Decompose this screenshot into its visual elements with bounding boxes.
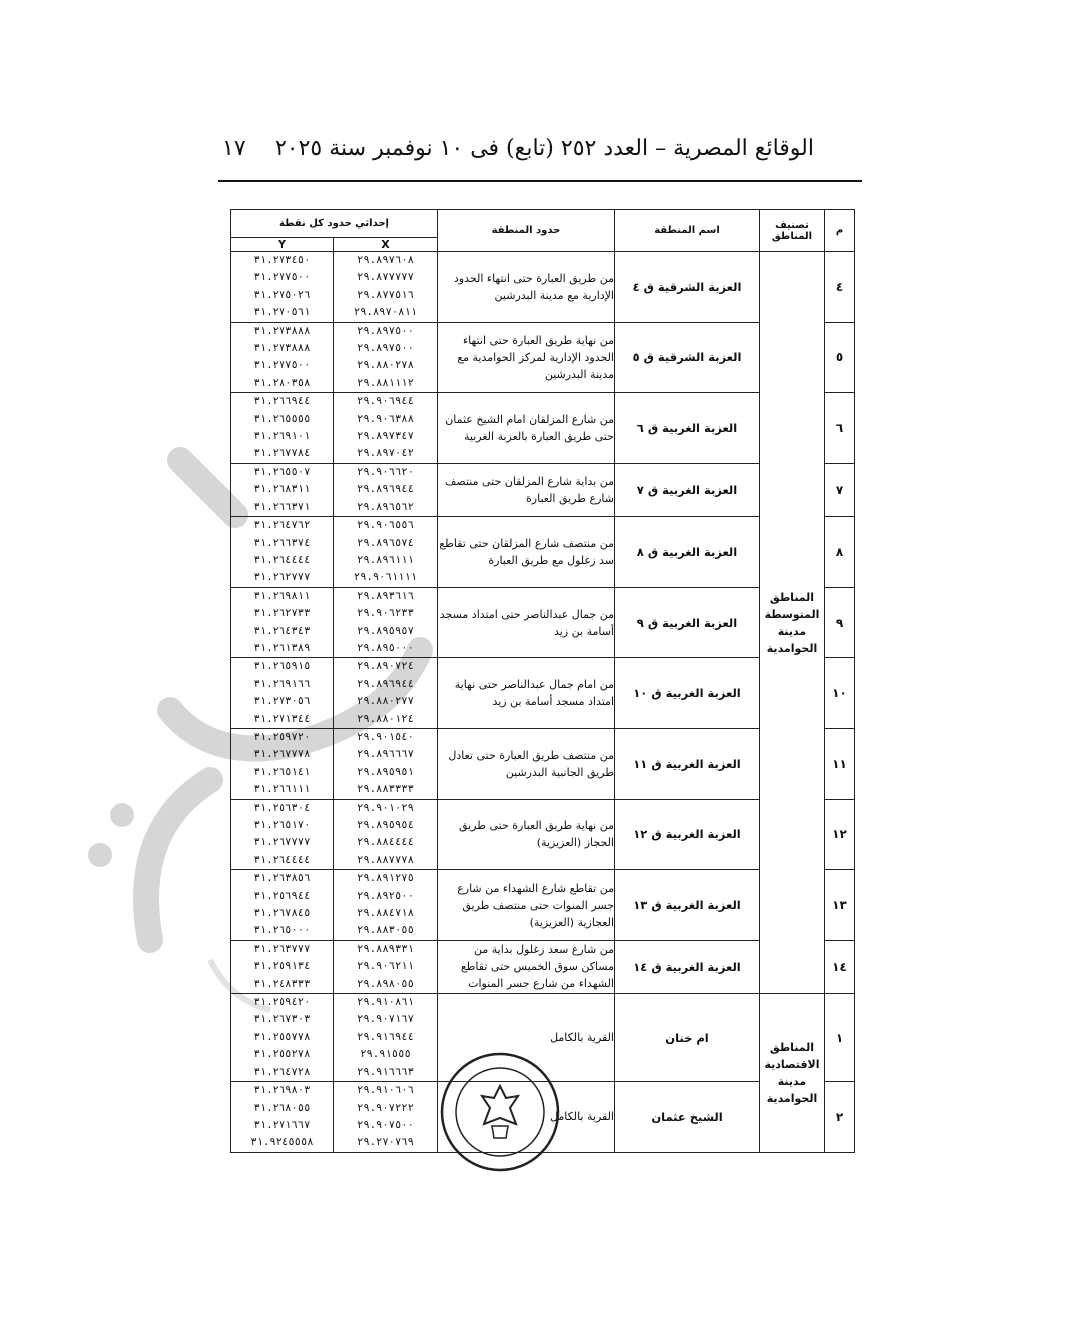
coord-y-list [231,728,334,799]
coord-x: ٢٩.٩١٥٥٥ [360,1048,411,1061]
zone-name: العزبة الغربية ق ٧ [615,463,760,516]
coord-x: ٢٩.٨٩٧٠٨١١ [353,306,418,319]
coord-y: ٣١.٢٥٥٧٧٨ [253,1030,311,1043]
coord-y: ٣١.٢٧٠٥٦١ [253,306,311,319]
coord-x: ٢٩.٩٠٦٢٣٣ [357,607,414,620]
zone-boundaries: من امام جمال عبدالناصر حتى نهاية امتداد مسجد أسامة بن زيد [438,658,615,729]
coord-x: ٢٩.٨٩٦٥٧٤ [357,536,414,549]
coord-y: ٣١.٢٦٥١٧٠ [253,819,311,831]
coord-y: ٣١.٢٦٤٧٦٢ [253,519,311,532]
header-divider [218,180,862,182]
coord-y: ٣١.٢٦٤٧٢٨ [253,1065,311,1078]
coord-y-list [231,587,334,658]
zone-name: العزبة الغربية ق ١٢ [615,799,760,870]
zone-boundaries: من بداية شارع المزلقان حتى منتصف شارع طريق العبارة [438,463,615,516]
coord-x: ٢٩.٩٠١٠٢٩ [357,801,414,814]
coord-x: ٢٩.٨٨٤٤٤٤ [357,836,414,849]
gazette-title: الوقائع المصرية – العدد ٢٥٢ (تابع) فى ١٠ نوفمبر سنة ٢٠٢٥ [274,136,814,161]
coord-x: ٢٩.٨٨٩٣٣١ [357,942,414,955]
row-index: ٩ [825,587,855,658]
coord-y: ٣١.٢٧٣٨٨٨ [253,342,311,355]
coord-x: ٢٩.٨٩٥٩٥٧ [357,624,414,637]
coord-y: ٣١.٢٥٩٧٢٠ [253,730,311,743]
zone-boundaries: القرية بالكامل [438,1082,615,1153]
coord-y: ٣١.٢٦٧٣٠٣ [253,1013,311,1026]
zone-name: الشيخ عثمان [615,1082,760,1153]
header-x: X [334,238,438,252]
zone-name: العزبة الغربية ق ١١ [615,728,760,799]
coord-y: ٣١.٢٥٦٣٠٤ [253,801,311,814]
zone-classification: المناطق المتوسطة مدينة الحوامدية [760,252,825,994]
coord-x-list [334,658,438,729]
coord-y: ٣١.٢٧٧٥٠٠ [253,271,311,284]
coord-y-list [231,940,334,993]
coord-y: ٣١.٢٧٣٠٥٦ [253,695,311,708]
zone-name: العزبة الغربية ق ٩ [615,587,760,658]
coord-y: ٣١.٢٦٨٣١١ [253,483,311,496]
row-index: ٨ [825,517,855,588]
coord-y: ٣١.٢٥٥٢٧٨ [253,1048,311,1061]
zone-boundaries: من طريق العبارة حتى انتهاء الحدود الإدارية مع مدينة البدرشين [438,252,615,323]
coord-x: ٢٩.٨٨٠٢٧٧ [357,695,414,708]
zone-boundaries: من تقاطع شارع الشهداء من شارع جسر المنوات حتى منتصف طريق العجازية (العزيزية) [438,870,615,941]
coord-x: ٢٩.٩٠٦٣٨٨ [357,412,414,425]
row-index: ١٤ [825,940,855,993]
coord-y: ٣١.٢٦٩١٦٦ [253,677,311,690]
coord-y: ٣١.٢٦٥١٤١ [253,765,311,778]
coord-x: ٢٩.٨٩٧٥٠٠ [357,324,414,337]
coord-x-list [334,994,438,1082]
coord-y: ٣١.٢٦٩١٠١ [253,430,311,443]
row-index: ١ [825,994,855,1082]
header-boundaries: حدود المنطقة [438,210,615,252]
coord-x: ٢٩.٩١٦٦٦٣ [357,1065,414,1078]
coord-x-list [334,587,438,658]
coord-y: ٣١.٢٦١٣٨٩ [253,641,311,654]
coord-y: ٣١.٢٤٨٣٣٣ [253,977,311,990]
zone-name: العزبة الغربية ق ١٤ [615,940,760,993]
row-index: ٧ [825,463,855,516]
coord-x-list [334,799,438,870]
coord-x: ٢٩.٩٠٧١٦٧ [357,1013,414,1026]
coord-y-list [231,463,334,516]
row-index: ٦ [825,393,855,464]
coord-x-list [334,322,438,393]
coord-x-list [334,463,438,516]
coord-y-list [231,994,334,1082]
coord-x: ٢٩.٩٠٦٥٥٦ [357,519,414,532]
coord-x: ٢٩.٨٨٣٠٥٥ [357,924,414,937]
row-index: ٢ [825,1082,855,1153]
coord-x: ٢٩.٨٧٧٥١٦ [357,288,414,301]
coord-x: ٢٩.٨٩٨٠٥٥ [357,977,414,990]
coord-y-list [231,393,334,464]
row-index: ٤ [825,252,855,323]
coord-y: ٣١.٢٦٤٤٤٤ [253,553,311,566]
coord-x: ٢٩.٨٨٣٣٣٣ [357,783,414,796]
coord-x-list [334,393,438,464]
coord-x-list [334,252,438,323]
header-zone-name: اسم المنطقة [615,210,760,252]
zone-name: العزبة الشرقية ق ٤ [615,252,760,323]
coord-x: ٢٩.٨٩٧٣٤٧ [357,430,414,443]
coord-y-list [231,799,334,870]
coord-y-list [231,252,334,323]
coord-x: ٢٩.٨٩٦١١١ [357,553,414,566]
coord-x: ٢٩.٨٩٦٩٤٤ [357,483,414,496]
coord-x: ٢٩.٨٨٠١٢٤ [357,712,414,725]
coord-x-list [334,728,438,799]
coord-y-list [231,658,334,729]
coord-x: ٢٩.٩٠٦٩٤٤ [357,395,414,408]
table-row [231,252,855,323]
coord-y: ٣١.٢٦٦٣٧٤ [253,536,311,549]
coord-y: ٣١.٢٦٤٤٤٤ [253,853,311,866]
coord-x: ٢٩.٨٩١٢٧٥ [357,872,414,885]
zone-name: العزبة الغربية ق ٦ [615,393,760,464]
coord-y: ٣١.٢٦٧٨٤٥ [253,907,311,920]
coord-y-list [231,322,334,393]
zone-boundaries: القرية بالكامل [438,994,615,1082]
zone-name: العزبة الغربية ق ٨ [615,517,760,588]
coord-y: ٣١.٢٦٥٩١٥ [253,660,311,673]
zones-table [230,209,855,1153]
coord-x-list [334,940,438,993]
row-index: ١٣ [825,870,855,941]
coord-x: ٢٩.٨٩٦٩٤٤ [357,677,414,690]
row-index: ٥ [825,322,855,393]
coord-y: ٣١.٢٦٩٨١١ [253,589,311,602]
zone-boundaries: من جمال عبدالناصر حتى امتداد مسجد أسامة بن زيد [438,587,615,658]
coord-y-list [231,870,334,941]
zone-boundaries: من نهاية طريق العبارة حتى انتهاء الحدود الإدارية لمركز الحوامدية مع مدينة البدرشين [438,322,615,393]
header-index: م [825,210,855,252]
coord-x: ٢٩.٨٨٠٢٧٨ [357,359,414,372]
coord-y: ٣١.٢٧١٦٦٧ [253,1118,311,1131]
coord-x: ٢٩.٩٠٧٢٢٢ [357,1101,414,1114]
coord-x: ٢٩.٨٩٦٦٦٧ [357,748,414,761]
coord-x-list [334,1082,438,1153]
coord-x: ٢٩.٨٩٥٠٠٠ [357,641,414,654]
page-number: ١٧ [222,136,246,161]
coord-x: ٢٩.٩٠٧٥٠٠ [357,1118,414,1131]
zone-name: العزبة الغربية ق ١٠ [615,658,760,729]
table-row [231,994,855,1082]
coord-x: ٢٩.٨٨٧٧٧٨ [357,853,414,866]
coord-y: ٣١.٢٥٩١٣٤ [253,960,311,973]
coord-x: ٢٩.٨٩٧٠٤٢ [357,447,414,460]
coord-x: ٢٩.٩٠٦١١١١ [353,571,418,584]
coord-y: ٣١.٢٥٩٤٢٠ [253,996,311,1009]
page-header [218,128,862,178]
coord-y: ٣١.٢٦٧٧٧٨ [253,748,311,761]
coord-y: ٣١.٢٦٢٧٣٣ [253,607,311,620]
coord-y: ٣١.٢٧٥٠٢٦ [253,288,311,301]
coord-y: ٣١.٩٢٤٥٥٥٨ [250,1136,314,1149]
coord-x: ٢٩.٨٨٤٧١٨ [357,907,414,920]
coord-y: ٣١.٢٦٧٧٨٤ [253,447,311,460]
coord-x: ٢٩.٨٩٥٩٥١ [357,765,414,778]
coord-y: ٣١.٢٦٥٠٠٠ [253,924,311,937]
coord-y-list [231,517,334,588]
coord-y: ٣١.٢٦٩٨٠٣ [253,1084,311,1097]
coord-y: ٣١.٢٦٦١١١ [253,783,311,796]
coord-x: ٢٩.٩٠١٥٤٠ [357,730,414,743]
zone-name: ام خنان [615,994,760,1082]
coord-x: ٢٩.٨٩٥٩٥٤ [357,819,414,831]
coord-x: ٢٩.٨٩٣٦١٦ [357,589,414,602]
coord-x: ٢٩.٩١٠٦٠٦ [357,1084,414,1097]
coord-x: ٢٩.٨٩٧٦٠٨ [357,254,414,266]
zone-name: العزبة الشرقية ق ٥ [615,322,760,393]
coord-x: ٢٩.٩١٦٩٤٤ [357,1030,414,1043]
coord-x: ٢٩.٨٩٦٥٦٢ [357,500,414,513]
header-classification: تصنيف المناطق [760,210,825,252]
coord-x: ٢٩.٨٩٢٥٠٠ [357,889,414,902]
coord-x-list [334,517,438,588]
coord-y: ٣١.٢٦٣٧٧٧ [253,942,311,955]
coord-x: ٢٩.٨٨١١١٢ [357,376,414,389]
coord-x: ٢٩.٨٧٧٧٧٧ [357,271,414,284]
coord-y: ٣١.٢٦٢٧٧٧ [253,571,311,584]
zone-boundaries: من شارع المزلقان امام الشيخ عثمان حتى طريق العبارة بالعزبة الغربية [438,393,615,464]
coord-x: ٢٩.٩٠٦٦٢٠ [357,465,414,478]
coord-y: ٣١.٢٦٤٣٤٣ [253,624,311,637]
coord-y: ٣١.٢٨٠٣٥٨ [253,376,311,389]
zone-classification: المناطق الاقتصادية مدينة الحوامدية [760,994,825,1153]
coord-x-list [334,870,438,941]
coord-y: ٣١.٢٦٥٥٠٧ [253,465,311,478]
coord-x: ٢٩.٨٩٠٧٢٤ [357,660,414,673]
coord-y: ٣١.٢٦٣٨٥٦ [253,872,311,885]
header-coordinates: إحداثي حدود كل نقطة [231,210,438,238]
coord-x: ٢٩.٩٠٦٢١١ [357,960,414,973]
coord-y: ٣١.٢٦٦٩٤٤ [253,395,311,408]
zone-boundaries: من منتصف طريق العبارة حتى تعادل طريق الجانبية البدرشين [438,728,615,799]
row-index: ١٠ [825,658,855,729]
coord-y: ٣١.٢٧١٣٤٤ [253,712,311,725]
coord-y: ٣١.٢٧٧٥٠٠ [253,359,311,372]
row-index: ١١ [825,728,855,799]
header-y: Y [231,238,334,252]
row-index: ١٢ [825,799,855,870]
coord-y: ٣١.٢٧٣٨٨٨ [253,324,311,337]
coord-y: ٣١.٢٦٧٧٧٧ [253,836,311,849]
zone-boundaries: من منتصف شارع المزلقان حتى تقاطع سد زغلول مع طريق العبارة [438,517,615,588]
coord-y-list [231,1082,334,1153]
coord-x: ٢٩.٩١٠٨٦١ [357,996,414,1009]
coord-y: ٣١.٢٥٦٩٤٤ [253,889,311,902]
coord-y: ٣١.٢٧٣٤٥٠ [253,254,311,266]
coord-y: ٣١.٢٦٨٠٥٥ [253,1101,311,1114]
coord-y: ٣١.٢٦٦٣٧١ [253,500,311,513]
coord-x: ٢٩.٨٩٧٥٠٠ [357,342,414,355]
coord-y: ٣١.٢٦٥٥٥٥ [253,412,311,425]
zone-name: العزبة الغربية ق ١٣ [615,870,760,941]
coord-x: ٢٩.٢٧٠٧٦٩ [357,1136,414,1149]
zone-boundaries: من نهاية طريق العبارة حتى طريق الحجاز (العزيزية) [438,799,615,870]
zone-boundaries: من شارع سعد زغلول بداية من مساكن سوق الخميس حتى تقاطع الشهداء من شارع جسر المنوات [438,940,615,993]
